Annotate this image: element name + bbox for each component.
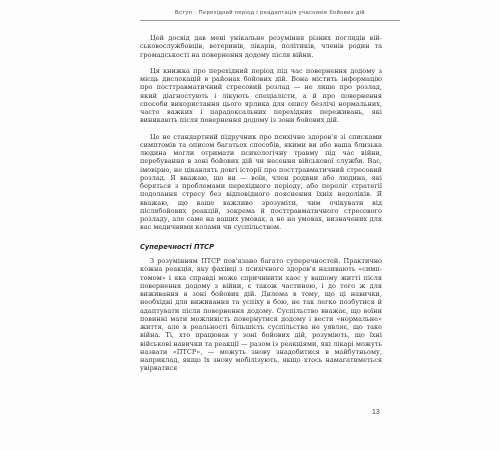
header-rule bbox=[140, 20, 400, 21]
paragraph: Цей досвід дав мені унікальне розуміння різних поглядів військовослужбовців, ветеринів, лікарів, політиків, членів родин та громадськості на повернення додому після війни. bbox=[140, 34, 382, 59]
paragraph: З розумінням ПТСР пов'язано багато суперечностей. Практично кожна реакція, яку фахівці з психічного здоров'я називають «симптомом» і яка справді може спричинити хаос у вашому житті після повернення додому з війни, є також частиною, і до того ж для виживання в зоні бойових дій. Дилема в тому, що ці навички, необхідні для виживання та успіху в бою, не так легко позбутися й адаптувати після повернення додому. Суспільство вважає, що воїни повинні мати можливість повернутися додому і вести «нормальне» життя, але в реальності більшість суспільства не уявляє, що таке війна. Ті, хто працював у зоні бойових дій, розуміють, що їхні військові навички та реакції — разом із реакціями, які лікарі можуть назвати «ПТСР», — можуть знову знадобитися в майбутньому, наприклад, якщо їх знову мобілізують, якщо хтось намагатиметься увірватися bbox=[140, 257, 382, 373]
paragraph: Це не стандартний підручник про психічне здоров'я зі списками симптомів та описом багатьох способів, якими ви або ваша близька людина могли отримати психологічну травму під час війни, перебування в зоні бойових дій чи несення військової служби. Вас, імовірно, не цікавлять довгі історії про посттравматичний стресовий розлад. Я вважаю, що ви — воїн, член родини або людина, які боряться з проблемами перехідного періоду, або переліг стратегії подолання стресу без відповідного пояснення їхніх недоліків. Я вважаю, що ваше важливо зрозуміти, чим очікувати від післябойових реакцій, зокрема й посттравматичного стресового розладу, але саме на ваших умовах, а не на умовах, визначених для вас медичними колами чи суспільством. bbox=[140, 132, 382, 232]
page-body bbox=[140, 34, 382, 373]
running-header: Вступ · Перехідний період і реадаптація учасників бойових дій bbox=[175, 10, 365, 16]
section-heading: Суперечності ПТСР bbox=[140, 242, 214, 251]
paragraph: Ця книжка про перехідний період під час повернення додому з місць дислокацій в районах бойових дій. Вона містить інформацію про посттравматичний стресовий розлад — не лише про розлад, який діагностують і лікують спеціалісти, а й про повернення способи використання цього ярлика для опису безлічі нормальних, часто важких і парадоксальних перехідних переживань, які виникають після повернення додому із зони бойових дій. bbox=[140, 66, 382, 125]
page-number: 13 bbox=[372, 409, 380, 416]
